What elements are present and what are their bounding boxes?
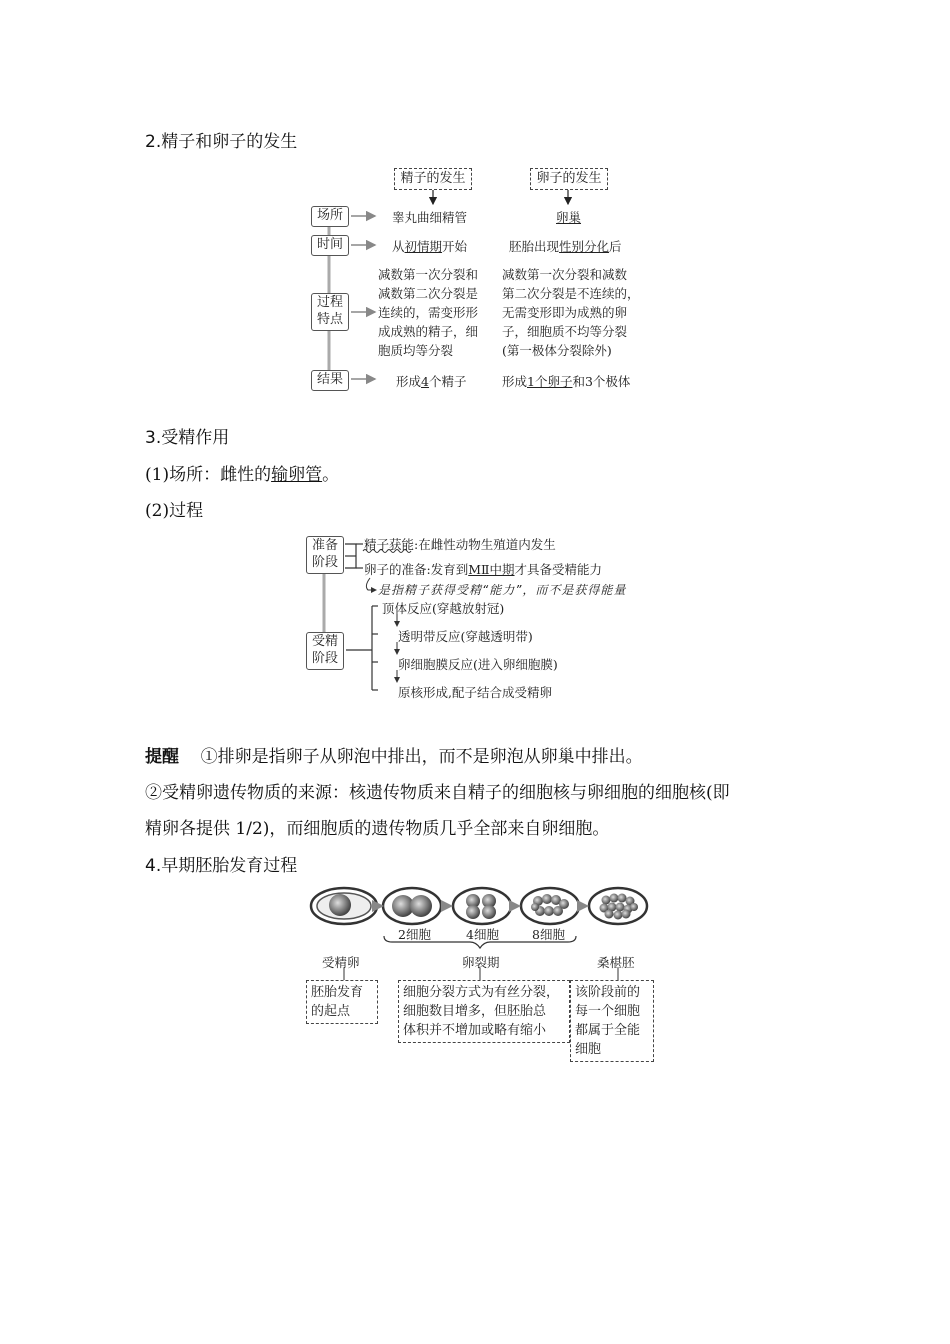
sperm-head-box [394, 168, 472, 190]
fertilization-place: (1)场所：雌性的输卵管。 [145, 465, 340, 485]
morula-icon [589, 888, 647, 924]
egg-head-box [530, 168, 608, 190]
stage-cleavage: 卵裂期 [462, 955, 500, 970]
handwritten-note: 是指精子获得受精“能力”，而不是获得能量 [378, 583, 627, 597]
section-4-title: 4.早期胚胎发育过程 [145, 856, 298, 876]
label-place: 场所 [311, 206, 349, 227]
zygote-icon [311, 888, 377, 924]
section-3-title: 3.受精作用 [145, 428, 230, 448]
label-8-cell: 8细胞 [532, 927, 565, 942]
result-sperm: 形成4个精子 [396, 374, 467, 389]
note-title: 提醒 [145, 747, 179, 767]
result-egg: 形成1个卵子和3个极体 [502, 374, 631, 389]
sperm-head: 精子的发生 [400, 171, 466, 186]
label-2-cell: 2细胞 [398, 927, 431, 942]
prep-item-sperm: 精子获能:在雌性动物生殖道内发生 [364, 537, 556, 552]
label-fert-stage: 受精 阶段 [306, 632, 344, 670]
label-process [311, 293, 349, 331]
place-sperm: 睾丸曲细精管 [392, 210, 468, 225]
place-egg: 卵巢 [556, 210, 582, 225]
time-sperm: 从初情期开始 [392, 239, 468, 254]
process-sperm: 减数第一次分裂和 减数第二次分裂是 连续的，需变形形 成成熟的精子，细 胞质均等分裂 [378, 267, 479, 358]
note-line-2: ②受精卵遗传物质的来源：核遗传物质来自精子的细胞核与卵细胞的细胞核(即 [145, 783, 730, 803]
note-box-morula: 该阶段前的 每一个细胞 都属于全能 细胞 [570, 980, 654, 1062]
fertilization-process-heading: (2)过程 [145, 501, 204, 521]
eight-cell-icon [521, 888, 579, 924]
note-line-3: 精卵各提供 1/2)，而细胞质的遗传物质几乎全部来自卵细胞。 [145, 819, 610, 839]
fert-step-3: 卵细胞膜反应(进入卵细胞膜) [398, 657, 558, 672]
egg-head: 卵子的发生 [536, 171, 602, 186]
four-cell-icon [453, 888, 511, 924]
note-box-zygote: 胚胎发育 的起点 [306, 980, 378, 1024]
label-result: 结果 [311, 370, 349, 391]
time-egg: 胚胎出现性别分化后 [509, 239, 622, 254]
fert-step-1: 顶体反应(穿越放射冠) [382, 601, 505, 616]
prep-item-egg: 卵子的准备:发育到MⅡ中期才具备受精能力 [364, 562, 603, 577]
stage-morula: 桑椹胚 [597, 955, 635, 970]
stage-zygote: 受精卵 [322, 955, 360, 970]
label-time: 时间 [311, 235, 349, 256]
note-box-cleavage: 细胞分裂方式为有丝分裂， 细胞数目增多，但胚胎总 体积并不增加或略有缩小 [398, 980, 570, 1043]
label-prep-stage: 准备 阶段 [306, 536, 344, 574]
fert-step-2: 透明带反应(穿越透明带) [398, 629, 533, 644]
note-line-1: 提醒 ①排卵是指卵子从卵泡中排出，而不是卵泡从卵巢中排出。 [145, 747, 643, 767]
two-cell-icon [383, 888, 441, 924]
label-process-1: 过程 [316, 295, 343, 310]
label-process-2: 特点 [316, 312, 343, 327]
label-4-cell: 4细胞 [466, 927, 499, 942]
fert-step-4: 原核形成,配子结合成受精卵 [398, 685, 552, 700]
process-egg: 减数第一次分裂和减数 第二次分裂是不连续的， 无需变形即为成熟的卵 子，细胞质不均等分裂 (第一极体分裂除外) [502, 267, 640, 358]
section-2-title: 2.精子和卵子的发生 [145, 132, 298, 152]
